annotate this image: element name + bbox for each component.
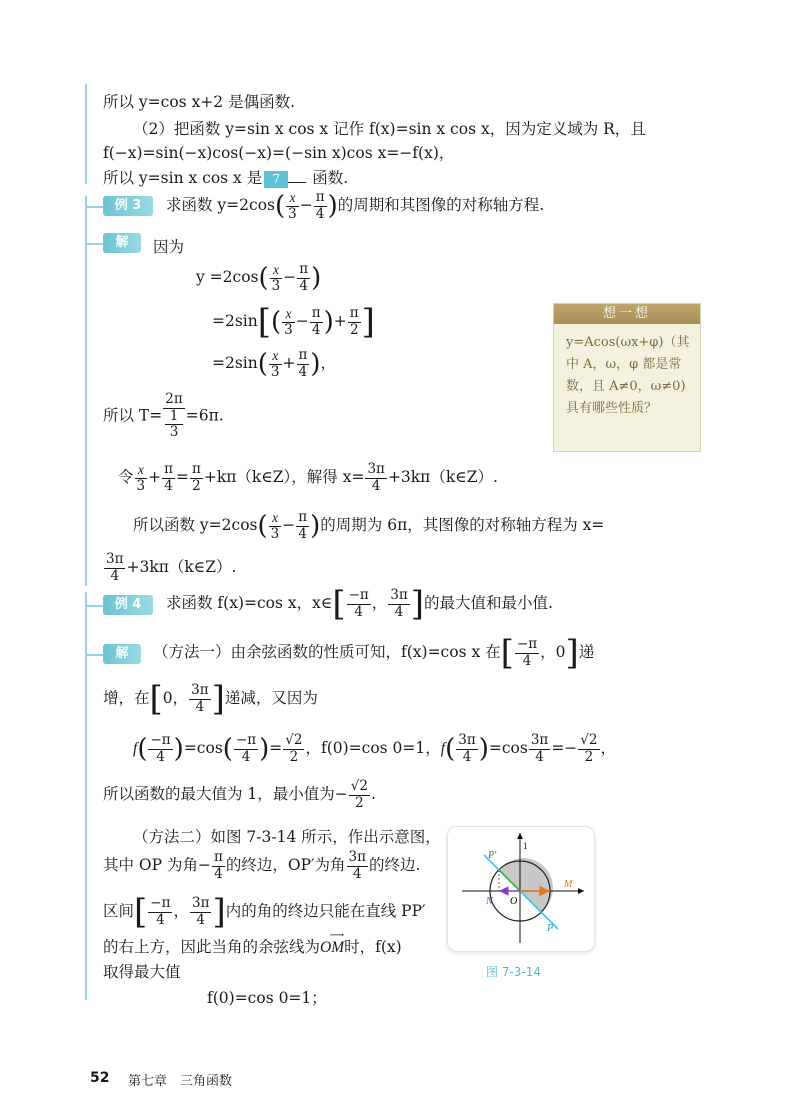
conclusion-line-1: 所以函数 y=2cos( $\frac{x}{3}$ − $\frac{\pi}{4}$ )的周期为 6π，其图像的对称轴方程为 x= xyxy=(133,509,605,542)
label-m: M xyxy=(564,879,573,890)
period-line: 所以 T= 2π 1 3 =6π. xyxy=(103,391,224,441)
unit-circle-diagram xyxy=(448,827,594,951)
label-p: P xyxy=(547,923,554,934)
figure-7-3-14 xyxy=(447,826,595,952)
values-line: f( $\frac{-\pi}{4}$ )=cos( $\frac{-\pi}{4}$ )= $\frac{√2}{2}$ ，f(0)=cos 0=1，f( $\frac{3\pi}{4}$ )=cos $\frac{3\pi}{4}$ =− $\frac{√2}{2}$ ， xyxy=(133,732,617,765)
text-line xyxy=(103,166,348,188)
method-2-line-6: f(0)=cos 0=1； xyxy=(207,989,327,1007)
compound-fraction: 2π 1 3 xyxy=(165,391,183,441)
text-span: 所以 y=sin x cos x 是 xyxy=(103,169,263,187)
axis-equation-line: 令 $\frac{x}{3}$ + $\frac{\pi}{4}$ = $\frac{\pi}{2}$ +kπ（k∈Z），解得 x= $\frac{3\pi}{4}$ +3kπ（k∈Z）. xyxy=(118,461,498,494)
margin-bar xyxy=(85,84,87,184)
equation-line-1: y =2cos( $\frac{x}{3}$ − $\frac{\pi}{4}$ ) xyxy=(196,261,322,294)
method-2-line-2: 其中 OP 为角− $\frac{\pi}{4}$ 的终边，OP′为角 $\frac{3\pi}{4}$ 的终边. xyxy=(103,849,421,882)
label-o: O xyxy=(510,896,518,907)
label-p-prime: P′ xyxy=(488,850,497,861)
question-number-badge: 7 xyxy=(264,171,288,188)
vector-om: ⟶ OM xyxy=(320,930,345,956)
op: − xyxy=(299,196,313,215)
shaded-sector xyxy=(499,858,553,912)
text-line: 因为 xyxy=(153,238,185,256)
label-1: 1 xyxy=(523,841,528,851)
max-min-line: 所以函数的最大值为 1，最小值为− $\frac{√2}{2}$ . xyxy=(103,778,376,811)
conclusion-line-2: $\frac{3\pi}{4}$ +3kπ（k∈Z）. xyxy=(106,551,237,584)
method-2-line-1: （方法二）如图 7-3-14 所示，作出示意图， xyxy=(133,828,441,846)
label-n: N xyxy=(486,896,493,907)
text-line: 所以 y=cos x+2 是偶函数. xyxy=(103,93,296,111)
paren: ) xyxy=(327,191,338,222)
method-1-line-2: 增，在[0， $\frac{3\pi}{4}$ ]递减，又因为 xyxy=(103,679,318,719)
example-4-tag: 例 4 xyxy=(103,595,153,615)
method-2-line-3: 区间[ $\frac{-\pi}{4}$ ， $\frac{3\pi}{4}$ ]内的角的终边只能在直线 PP′ xyxy=(103,892,426,932)
solution-tag: 解 xyxy=(103,233,141,253)
method-2-line-5: 取得最大值 xyxy=(103,963,181,981)
example-3-statement xyxy=(166,190,544,222)
margin-bar xyxy=(85,196,87,586)
text-span: 的周期和其图像的对称轴方程. xyxy=(337,196,545,215)
method-1-line: （方法一）由余弦函数的性质可知，f(x)=cos x 在[ $\frac{-\pi}{4}$ ，0]递 xyxy=(153,633,595,673)
figure-caption: 图 7-3-14 xyxy=(486,965,542,979)
text-line: （2）把函数 y=sin x cos x 记作 f(x)=sin x cos x，因为定义域为 R，且 xyxy=(133,120,646,138)
fraction: $\frac{x}{3}$ xyxy=(288,190,297,222)
fraction: $\frac{\pi}{4}$ xyxy=(315,189,325,222)
method-2-line-4: 的右上方，因此当角的余弦线为 ⟶ OM时，f(x) xyxy=(103,930,402,956)
page-number: 52 xyxy=(90,1070,110,1086)
think-box-body: y=Acos(ωx+φ)（其中 A，ω，φ 都是常数，且 A≠0，ω≠0)具有哪些性质？ xyxy=(566,335,690,416)
example-4-statement: 求函数 f(x)=cos x，x∈[ $\frac{-\pi}{4}$ ， $\frac{3\pi}{4}$ ]的最大值和最小值. xyxy=(166,584,553,624)
text-line: f(−x)=sin(−x)cos(−x)=(−sin x)cos x=−f(x)， xyxy=(103,144,455,162)
think-box xyxy=(553,303,701,452)
example-3-tag: 例 3 xyxy=(103,196,153,216)
text-span: 求函数 y=2cos xyxy=(166,196,275,215)
answer-blank xyxy=(288,182,306,183)
solution-tag: 解 xyxy=(103,644,141,664)
chapter-title: 第七章 三角函数 xyxy=(128,1074,233,1089)
think-box-title: 想一想 xyxy=(554,304,700,324)
paren: ( xyxy=(275,191,286,222)
equation-line-2: =2sin[( $\frac{x}{3}$ − $\frac{\pi}{4}$ )+ $\frac{\pi}{2}$ ] xyxy=(212,302,375,342)
text-span: 函数. xyxy=(312,169,349,187)
equation-line-3: =2sin( $\frac{x}{3}$ + $\frac{\pi}{4}$ )， xyxy=(212,347,337,380)
